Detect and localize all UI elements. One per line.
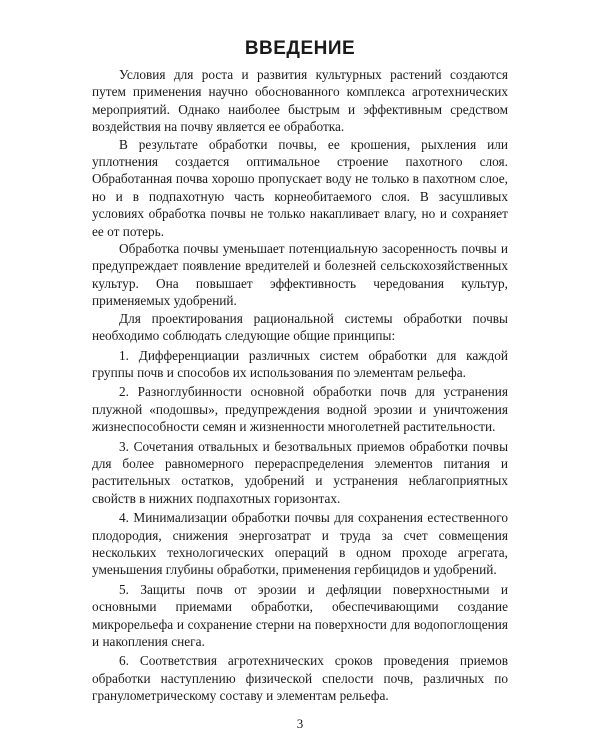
principle-item: 2. Разноглубинности основной обработки почв для устранения плужной «подошвы», предупреждения водной эрозии и уничтожения жизнеспособности семян и жизненности многолетней растительности. <box>92 384 508 435</box>
page-number: 3 <box>296 716 304 731</box>
principle-item: 4. Минимализации обработки почвы для сохранения естественного плодородия, снижения энергозатрат и труда за счет совмещения нескольких технологических операций в одном проходе агрегата, уменьшения глубины обработки, применения гербицидов и удобрений. <box>92 510 508 578</box>
principle-item: 1. Дифференциации различных систем обработки для каждой группы почв и способов их использования по элементам рельефа. <box>92 347 508 380</box>
body-text <box>92 66 508 705</box>
page-title: ВВЕДЕНИЕ <box>244 38 356 59</box>
paragraph: Обработка почвы уменьшает потенциальную засоренность почвы и предупреждает появление вредителей и болезней сельскохозяйственных культур. Она повышает эффективность чередования культур, применяемых удобрений. <box>92 241 508 309</box>
principle-item: 5. Защиты почв от эрозии и дефляции поверхностными и основными приемами обработки, обеспечивающими создание микрорельефа и сохранение стерни на поверхности для водопоглощения и накопления снега. <box>92 581 508 649</box>
principle-item: 3. Сочетания отвальных и безотвальных приемов обработки почвы для более равномерного перераспределения элементов питания и растительных остатков, удобрений и устранения неблагоприятных свойств в нижних подпахотных горизонтах. <box>92 438 508 506</box>
paragraph: Для проектирования рациональной системы обработки почвы необходимо соблюдать следующие общие принципы: <box>92 310 508 344</box>
principle-item: 6. Соответствия агротехнических сроков проведения приемов обработки наступлению физической спелости почв, различных по гранулометрическому составу и элементам рельефа. <box>92 653 508 704</box>
paragraph: В результате обработки почвы, ее крошения, рыхления или уплотнения создается оптимальное строение пахотного слоя. Обработанная почва хорошо пропускает воду не только в пахотном слое, но и в подпахотную часть корнеобитаемого слоя. В засушливых условиях обработка почвы не только накапливает влагу, но и сохраняет ее от потерь. <box>92 136 508 239</box>
paragraph: Условия для роста и развития культурных растений создаются путем применения научно обоснованного комплекса агротехнических мероприятий. Однако наиболее быстрым и эффективным средством воздействия на почву является ее обработка. <box>92 67 508 135</box>
